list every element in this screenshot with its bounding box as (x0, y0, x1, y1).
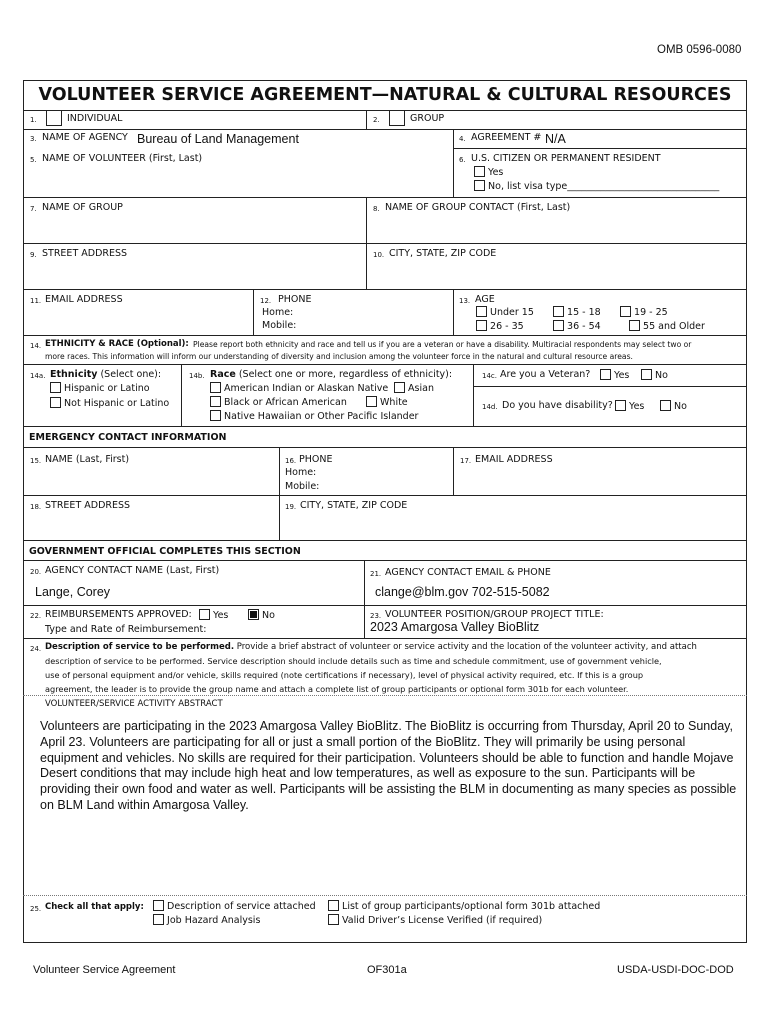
phone-mobile-label: Mobile: (262, 320, 297, 331)
agency-contact-label: AGENCY CONTACT NAME (Last, First) (45, 565, 220, 576)
footer-form-number: OF301a (367, 964, 407, 976)
age-option-label: 26 - 35 (490, 321, 524, 332)
emergency-phone-label: PHONE (299, 454, 333, 465)
veteran-label: Are you a Veteran? (500, 369, 591, 380)
veteran-no-label: No (655, 370, 668, 381)
disability-no-label: No (674, 401, 687, 412)
reimbursements-label: REIMBURSEMENTS APPROVED: (45, 609, 192, 620)
gov-heading: GOVERNMENT OFFICIAL COMPLETES THIS SECTION (29, 546, 301, 557)
reimbursements-no-option[interactable] (248, 609, 275, 621)
age-option[interactable] (476, 306, 534, 318)
not-hispanic-option[interactable] (50, 397, 169, 409)
email-label: EMAIL ADDRESS (45, 294, 123, 305)
field-number: 2. (373, 116, 380, 124)
individual-checkbox[interactable] (46, 110, 62, 130)
abstract-text[interactable]: Volunteers are participating in the 2023 Amargosa Valley BioBlitz. The BioBlitz is occurring from Thursday, April 20 to Sunday, April 23. Volunteers are participating for all or just a small portion of the BioBlitz. They will primarily be using personal equipment and vehicles. No skills are required for their participation. Volunteers should be able to function and handle Mojave Desert conditions that may include high heat and low temperatures, as well as exposure to the sun. Participants will be providing their own food and water as well. Participants will be assisting the BLM in documenting as many species as possible on BLM Land within Amargosa Valley. (40, 719, 737, 812)
age-option-label: 55 and Older (643, 321, 705, 332)
volunteer-name-label: NAME OF VOLUNTEER (First, Last) (42, 153, 203, 164)
race-option-label: Asian (408, 383, 434, 394)
age-option[interactable] (620, 306, 668, 318)
description-heading: Description of service to be performed. (45, 642, 235, 652)
check-list-option[interactable] (328, 900, 600, 912)
emergency-email-label: EMAIL ADDRESS (475, 454, 553, 465)
field-number: 22. (30, 612, 42, 620)
agency-value[interactable]: Bureau of Land Management (137, 132, 299, 146)
ethnicity-14a-sub: (Select one): (100, 369, 162, 380)
hispanic-label: Hispanic or Latino (64, 383, 150, 394)
citizen-yes-option[interactable] (474, 166, 503, 178)
field-number: 12. (260, 297, 272, 305)
field-number: 23. (370, 612, 382, 620)
ethnicity-note-1: Please report both ethnicity and race and tell us if you are a veteran or have a disability. Multiracial respondents may select two or (193, 340, 692, 349)
disability-no-option[interactable] (660, 400, 687, 412)
description-line-3: use of personal equipment and/or vehicle, skills required (note certifications if necessary), level of physical activity required, etc. If this is a group (45, 670, 644, 680)
age-option[interactable] (553, 306, 601, 318)
field-number: 14a. (30, 372, 46, 380)
age-option-label: 15 - 18 (567, 307, 601, 318)
description-line-4: agreement, the leader is to provide the group name and attach a complete list of group participants or optional form 301b for each volunteer. (45, 684, 629, 694)
field-number: 5. (30, 156, 37, 164)
field-number: 13. (459, 297, 471, 305)
age-option[interactable] (476, 320, 524, 332)
phone-label: PHONE (278, 294, 312, 305)
field-number: 11. (30, 297, 42, 305)
agency-email-value[interactable]: clange@blm.gov 702-515-5082 (375, 585, 550, 599)
agency-email-label: AGENCY CONTACT EMAIL & PHONE (385, 567, 551, 578)
check-description-option[interactable] (153, 900, 316, 912)
field-number: 16. (285, 457, 297, 465)
field-number: 15. (30, 457, 42, 465)
field-number: 6. (459, 156, 466, 164)
emergency-mobile-label: Mobile: (285, 481, 320, 492)
group-label: GROUP (410, 113, 445, 124)
age-label: AGE (475, 294, 495, 305)
description-text: Provide a brief abstract of volunteer or service activity and the location of the volunteer activity, and attach (236, 642, 697, 652)
city-label: CITY, STATE, ZIP CODE (389, 248, 497, 259)
agency-label: NAME OF AGENCY (42, 132, 128, 143)
emergency-name-label: NAME (Last, First) (45, 454, 130, 465)
field-number: 24. (30, 645, 42, 653)
field-number: 19. (285, 503, 297, 511)
citizen-yes-label: Yes (488, 167, 504, 178)
veteran-yes-option[interactable] (600, 369, 629, 381)
race-option-label: Black or African American (224, 397, 347, 408)
description-line-1 (45, 642, 697, 652)
citizen-no-label: No, list visa type________________________________ (488, 181, 720, 192)
veteran-yes-label: Yes (614, 370, 630, 381)
not-hispanic-label: Not Hispanic or Latino (64, 398, 170, 409)
field-number: 25. (30, 905, 42, 913)
group-name-label: NAME OF GROUP (42, 202, 123, 213)
race-option[interactable] (394, 382, 434, 394)
race-option-label: Native Hawaiian or Other Pacific Islander (224, 411, 419, 422)
form-title: VOLUNTEER SERVICE AGREEMENT—NATURAL & CULTURAL RESOURCES (38, 85, 732, 105)
ethnicity-note-2: more races. This information will inform our understanding of diversity and inclusion among the volunteer force in the natural and cultural resource areas. (45, 352, 633, 361)
field-number: 4. (459, 135, 466, 143)
race-option[interactable] (366, 396, 408, 408)
race-option[interactable] (210, 396, 347, 408)
disability-yes-label: Yes (629, 401, 645, 412)
agency-contact-value[interactable]: Lange, Corey (35, 585, 111, 599)
field-number: 17. (460, 457, 472, 465)
field-number: 21. (370, 570, 382, 578)
veteran-no-option[interactable] (641, 369, 668, 381)
age-option-label: Under 15 (490, 307, 534, 318)
race-option-label: American Indian or Alaskan Native (224, 383, 389, 394)
field-number: 14. (30, 342, 42, 350)
race-option[interactable] (210, 382, 388, 394)
phone-home-label: Home: (262, 307, 294, 318)
check-list-label: List of group participants/optional form 301b attached (342, 901, 601, 912)
footer-form-name: Volunteer Service Agreement (33, 964, 176, 976)
emergency-city-label: CITY, STATE, ZIP CODE (300, 500, 408, 511)
field-number: 8. (373, 205, 380, 213)
race-14b-title: Race (210, 369, 236, 380)
group-contact-label: NAME OF GROUP CONTACT (First, Last) (385, 202, 571, 213)
individual-label: INDIVIDUAL (67, 113, 123, 124)
description-line-2: description of service to be performed. Service description should include details such as time and schedule commitment, use of government vehicle, (45, 656, 662, 666)
check-description-label: Description of service attached (167, 901, 316, 912)
position-label: VOLUNTEER POSITION/GROUP PROJECT TITLE: (385, 609, 604, 620)
check-all-label: Check all that apply: (45, 902, 144, 912)
citizen-no-option[interactable] (474, 180, 719, 192)
field-number: 14b. (189, 372, 205, 380)
omb-number: OMB 0596-0080 (657, 44, 742, 56)
emergency-street-label: STREET ADDRESS (45, 500, 131, 511)
race-14b-sub: (Select one or more, regardless of ethnicity): (238, 369, 453, 380)
field-number: 10. (373, 251, 385, 259)
check-jha-label: Job Hazard Analysis (167, 915, 261, 926)
street-label: STREET ADDRESS (42, 248, 128, 259)
race-option-label: White (380, 397, 408, 408)
field-number: 9. (30, 251, 37, 259)
race-option[interactable] (210, 410, 418, 422)
abstract-label: VOLUNTEER/SERVICE ACTIVITY ABSTRACT (45, 699, 223, 709)
reimbursements-no-label: No (262, 610, 275, 621)
emergency-heading: EMERGENCY CONTACT INFORMATION (29, 432, 227, 443)
field-number: 14c. (482, 372, 497, 380)
citizen-label: U.S. CITIZEN OR PERMANENT RESIDENT (471, 153, 661, 164)
ethnicity-heading: ETHNICITY & RACE (Optional): (45, 339, 189, 349)
ethnicity-14a-title: Ethnicity (50, 369, 98, 380)
group-checkbox[interactable] (389, 110, 405, 130)
agreement-value[interactable]: N/A (545, 132, 566, 146)
emergency-home-label: Home: (285, 467, 317, 478)
reimbursement-type-label: Type and Rate of Reimbursement: (45, 624, 207, 635)
field-number: 18. (30, 503, 42, 511)
check-jha-option[interactable] (153, 914, 260, 926)
age-option-label: 19 - 25 (634, 307, 668, 318)
ethnicity-14a-label (50, 369, 161, 380)
age-option[interactable] (553, 320, 601, 332)
footer-agencies: USDA-USDI-DOC-DOD (617, 964, 734, 976)
disability-yes-option[interactable] (615, 400, 644, 412)
disability-label: Do you have disability? (502, 400, 613, 411)
age-option-label: 36 - 54 (567, 321, 601, 332)
check-license-option[interactable] (328, 914, 542, 926)
age-option[interactable] (629, 320, 705, 332)
race-14b-label (210, 369, 452, 380)
field-number: 7. (30, 205, 37, 213)
field-number: 14d. (482, 403, 498, 411)
reimbursements-yes-option[interactable] (199, 609, 228, 621)
position-value[interactable]: 2023 Amargosa Valley BioBlitz (370, 620, 540, 634)
field-number: 1. (30, 116, 37, 124)
reimbursements-yes-label: Yes (213, 610, 229, 621)
agreement-label: AGREEMENT # (471, 132, 542, 143)
hispanic-option[interactable] (50, 382, 150, 394)
field-number: 3. (30, 135, 37, 143)
field-number: 20. (30, 568, 42, 576)
check-license-label: Valid Driver’s License Verified (if required) (342, 915, 543, 926)
